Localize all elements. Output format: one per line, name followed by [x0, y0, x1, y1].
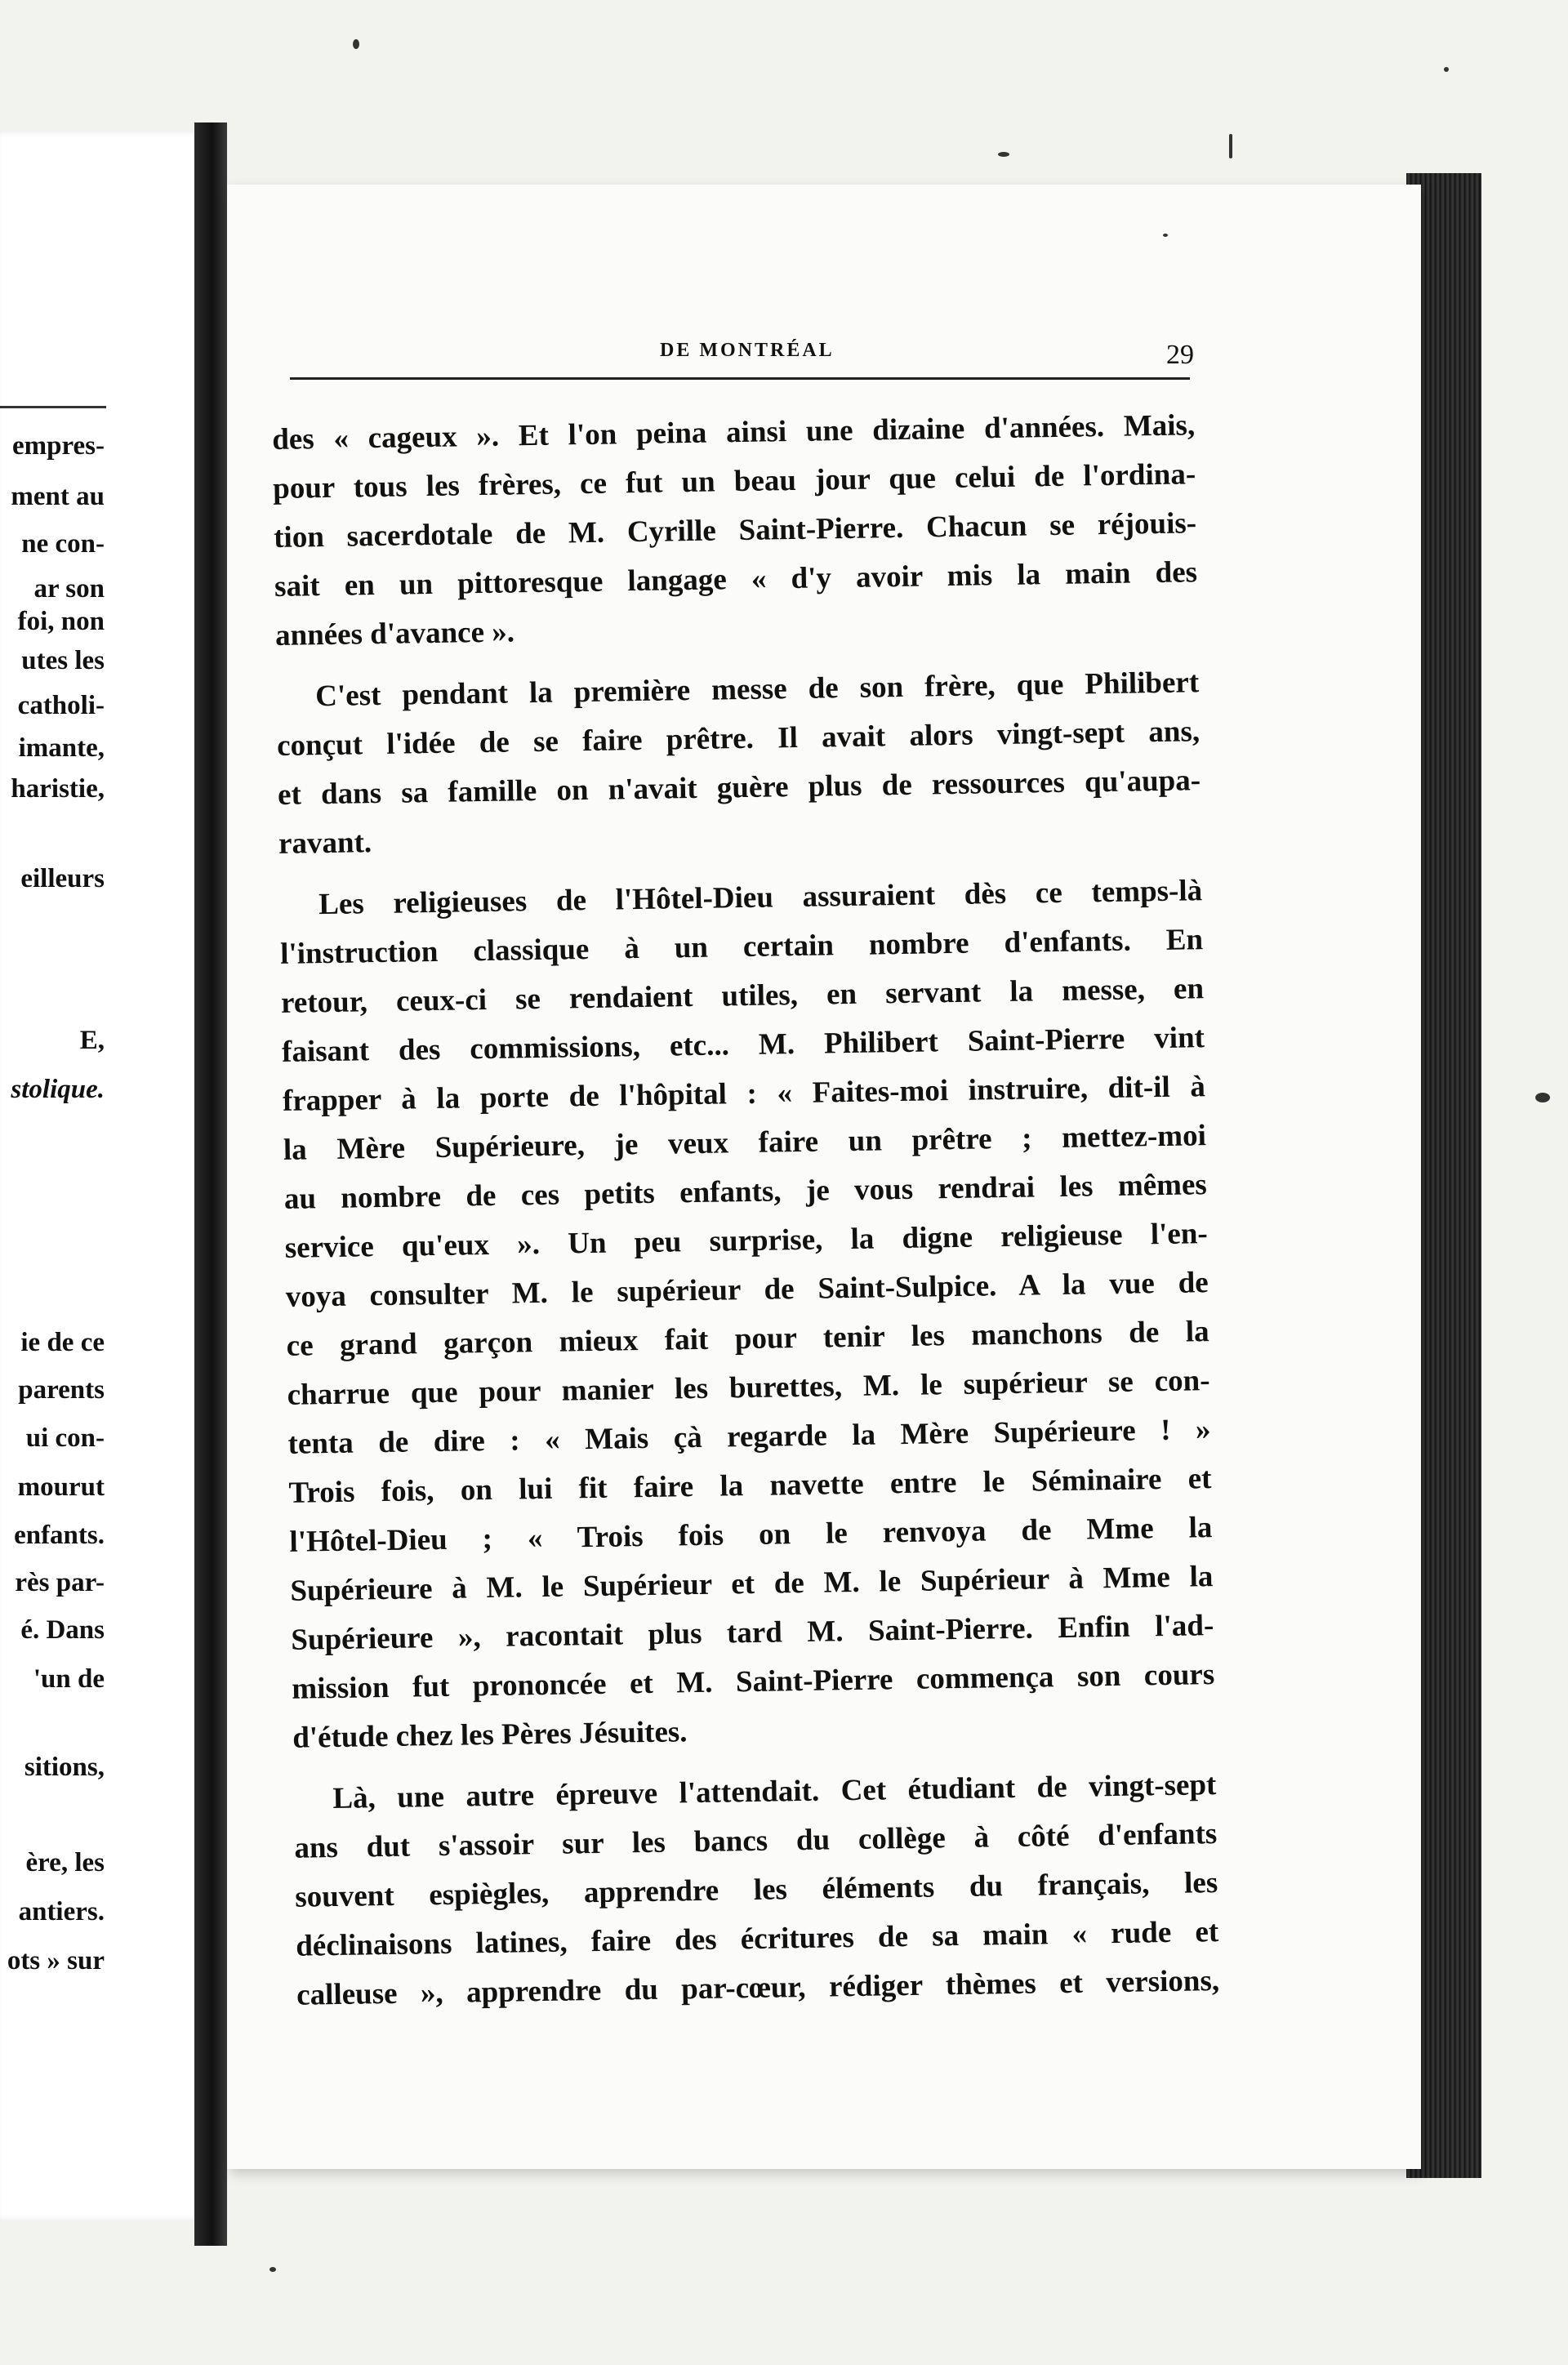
text-line: l'Hôtel-Dieu ; « Trois fois on le renvoya de Mme la: [289, 1511, 1213, 1559]
text-line: années d'avance ».: [274, 615, 515, 652]
text-line: retour, ceux-ci se rendaient utiles, en servant la messe, en: [280, 972, 1205, 1020]
text-line: service qu'eux ». Un peu surprise, la digne religieuse l'en-: [284, 1217, 1209, 1265]
left-line: foi, non: [17, 607, 105, 636]
left-line: enfants.: [14, 1521, 105, 1550]
scan-speck: [1163, 234, 1168, 237]
text-line: calleuse », apprendre du par-cœur, rédiger thèmes et versions,: [296, 1964, 1220, 2012]
text-line: frapper à la porte de l'hôpital : « Faites-moi instruire, dit-il à: [282, 1070, 1206, 1118]
left-line: rès par-: [15, 1568, 105, 1597]
left-line: eilleurs: [20, 864, 105, 893]
text-line: et dans sa famille on n'avait guère plus de ressources qu'aupa-: [277, 764, 1201, 812]
left-line: ment au: [11, 482, 105, 511]
text-line: tenta de dire : « Mais çà regarde la Mère Supérieure ! »: [287, 1413, 1211, 1461]
text-line: faisant des commissions, etc... M. Philibert Saint-Pierre vint: [281, 1021, 1205, 1069]
left-line: ie de ce: [20, 1328, 105, 1357]
scan-speck: [1444, 67, 1449, 72]
scan-speck: [353, 39, 359, 49]
scan-speck: [1535, 1093, 1550, 1102]
text-line: sait en un pittoresque langage « d'y avoir mis la main des: [274, 555, 1198, 603]
scan-speck: [998, 152, 1009, 157]
text-line: conçut l'idée de se faire prêtre. Il avait alors vingt-sept ans,: [276, 715, 1200, 763]
text-line: charrue que pour manier les burettes, M. le supérieur se con-: [287, 1364, 1210, 1412]
text-line: pour tous les frères, ce fut un beau jour que celui de l'ordina-: [272, 457, 1196, 506]
text-line: déclinaisons latines, faire des écritures de sa main « rude et: [295, 1915, 1219, 1963]
text-line: Là, une autre épreuve l'attendait. Cet étudiant de vingt-sept: [332, 1768, 1217, 1816]
text-line: Supérieure à M. le Supérieur et de M. le Supérieur à Mme la: [290, 1560, 1214, 1608]
page-number: 29: [1166, 340, 1194, 370]
text-line: l'instruction classique à un certain nombre d'enfants. En: [279, 923, 1204, 971]
text-line: Trois fois, on lui fit faire la navette entre le Séminaire et: [288, 1462, 1212, 1510]
left-line: é. Dans: [20, 1615, 105, 1645]
left-header-rule: [0, 406, 106, 408]
text-line: souvent espiègles, apprendre les éléments du français, les: [295, 1866, 1218, 1914]
left-line: parents: [18, 1375, 105, 1405]
left-line: 'un de: [33, 1664, 105, 1694]
left-line: ar son: [33, 574, 105, 603]
scan-speck: [270, 2267, 276, 2272]
left-line: imante,: [18, 733, 105, 763]
book-gutter: [194, 122, 227, 2246]
left-line: antiers.: [18, 1897, 105, 1926]
text-line: mission fut prononcée et M. Saint-Pierre commença son cours: [292, 1658, 1215, 1706]
text-line: ce grand garçon mieux fait pour tenir les manchons de la: [286, 1315, 1209, 1363]
left-line: catholi-: [17, 691, 105, 720]
left-line: mourut: [17, 1472, 105, 1502]
left-line: E,: [79, 1026, 105, 1055]
header-rule: [290, 377, 1190, 380]
text-line: tion sacerdotale de M. Cyrille Saint-Pierre. Chacun se réjouis-: [273, 506, 1197, 555]
left-line: haristie,: [11, 774, 105, 804]
text-line: Supérieure », racontait plus tard M. Saint-Pierre. Enfin l'ad-: [291, 1609, 1214, 1657]
left-line: utes les: [21, 646, 105, 675]
text-line: ravant.: [278, 826, 372, 861]
left-line: sitions,: [24, 1753, 105, 1782]
text-line: ans dut s'assoir sur les bancs du collège à côté d'enfants: [294, 1817, 1218, 1865]
scan-speck: [1229, 134, 1232, 158]
text-line: d'étude chez les Pères Jésuites.: [292, 1715, 688, 1755]
left-line: ui con-: [25, 1423, 105, 1453]
left-line: ne con-: [21, 529, 105, 559]
text-line: C'est pendant la première messe de son frère, que Philibert: [314, 666, 1200, 714]
text-line: voya consulter M. le supérieur de Saint-Sulpice. A la vue de: [285, 1266, 1209, 1314]
text-line: au nombre de ces petits enfants, je vous rendrai les mêmes: [283, 1168, 1208, 1216]
left-line: empres-: [11, 431, 105, 461]
text-line: des « cageux ». Et l'on peina ainsi une dizaine d'années. Mais,: [271, 408, 1196, 457]
left-line: ots » sur: [7, 1946, 105, 1975]
left-line: ère, les: [25, 1848, 105, 1877]
text-line: Les religieuses de l'Hôtel-Dieu assuraient dès ce temps-là: [318, 874, 1203, 922]
text-line: la Mère Supérieure, je veux faire un prêtre ; mettez-moi: [283, 1119, 1207, 1167]
left-line: stolique.: [11, 1075, 105, 1104]
running-head: DE MONTRÉAL: [660, 340, 835, 361]
